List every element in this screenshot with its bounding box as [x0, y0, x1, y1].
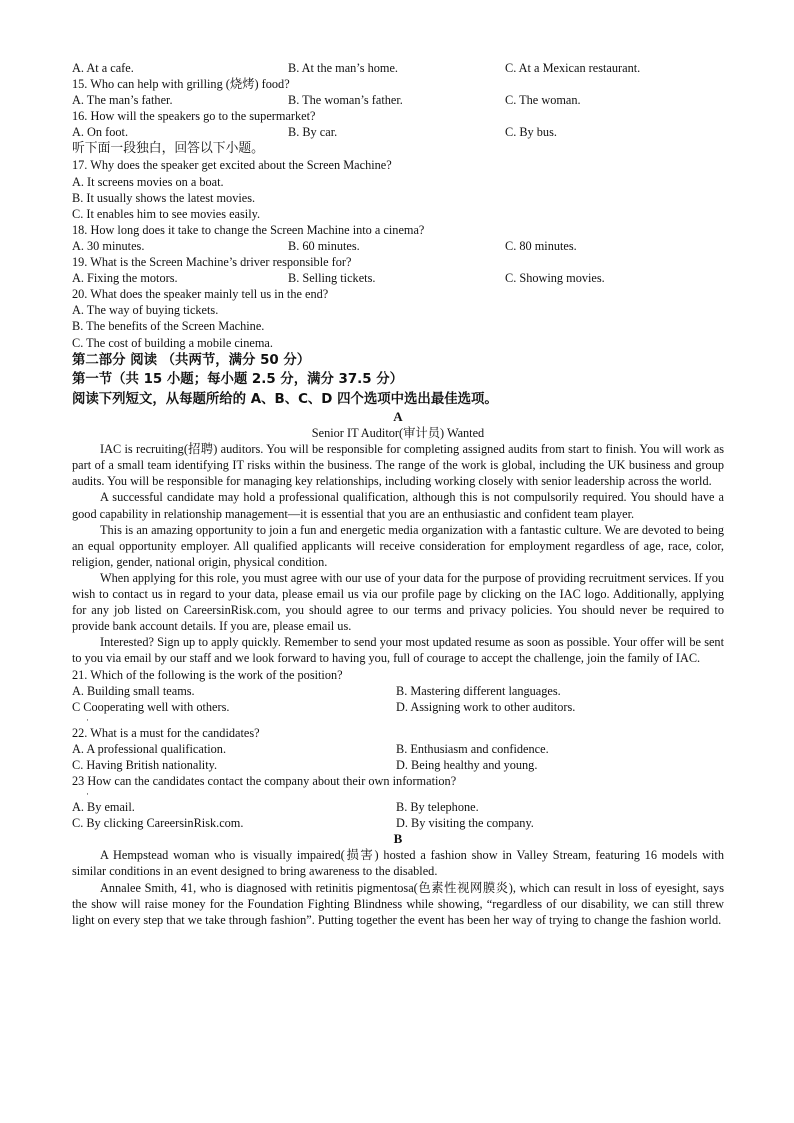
- stray-mark: ·: [86, 789, 89, 800]
- option-c: C. At a Mexican restaurant.: [505, 61, 641, 75]
- part-title: 第二部分 阅读 （共两节，满分 50 分）: [72, 352, 311, 368]
- option-c: C. The woman.: [505, 93, 581, 108]
- q15-options: [72, 92, 724, 108]
- option-a: A. The man’s father.: [72, 93, 173, 108]
- option-c: C. It enables him to see movies easily.: [72, 206, 261, 221]
- option-d: D. Assigning work to other auditors.: [396, 699, 576, 714]
- q14-options: [72, 60, 724, 76]
- option-b: B. 60 minutes.: [288, 238, 360, 253]
- option-c: C. The cost of building a mobile cinema.: [72, 335, 273, 350]
- option-b: B. By telephone.: [396, 800, 479, 815]
- option-c: C. Having British nationality.: [72, 757, 218, 772]
- passage-b-paragraph: Annalee Smith, 41, who is diagnosed with retinitis pigmentosa(色素性视网膜炎), which can result in loss of eyesight, says the show will raise money for the Foundation Fighting Blindness while showing, “regardless of our disability, we can still threw light on every step that we take through fashion”. Putting together the event has been her way of trying to change the fashion world.: [72, 880, 724, 927]
- option-a: A. Building small teams.: [72, 683, 195, 698]
- passage-b-letter: B: [393, 831, 403, 847]
- option-a: A. It screens movies on a boat.: [72, 174, 224, 189]
- option-c: C. Showing movies.: [505, 271, 605, 286]
- passage-a-paragraph: IAC is recruiting(招聘) auditors. You will be responsible for completing assigned audits from start to finish. You will work as part of a small team identifying IT risks within the business. The range of the work is global, including the UK business and group audits. You will be responsible for managing key relationships, including working closely with senior leadership across the world.: [72, 442, 724, 489]
- question-19: 19. What is the Screen Machine’s driver responsible for?: [72, 255, 352, 270]
- q16-options: [72, 124, 724, 140]
- option-a: A. On foot.: [72, 125, 129, 140]
- option-c: C. By bus.: [505, 125, 557, 140]
- q18-options: [72, 238, 724, 254]
- stray-mark: ·: [86, 714, 89, 725]
- passage-a-paragraph: Interested? Sign up to apply quickly. Remember to send your most updated resume as soon as possible. Your offer will be sent to you via email by our staff and we look forward to having you, full of courage to accept the challenge, join the family of IAC.: [72, 635, 724, 666]
- passage-a-paragraph: When applying for this role, you must agree with our use of your data for the purpose of providing recruitment services. If you wish to contact us in regard to your data, please email us via our profile page by clicking on the IAC logo. Additionally, applying for any job listed on CareersinRisk.com, you should agree to our terms and privacy policies. You should never be required to provide bank account details. If you are, please email us.: [72, 570, 724, 634]
- q22-options-row2: [72, 757, 724, 773]
- question-15: 15. Who can help with grilling (烧烤) food?: [72, 77, 290, 92]
- option-b: B. It usually shows the latest movies.: [72, 190, 256, 205]
- q21-options-row2: [72, 699, 724, 715]
- exam-page: [72, 60, 724, 928]
- option-c: C. 80 minutes.: [505, 238, 577, 253]
- option-a: A. A professional qualification.: [72, 741, 227, 756]
- option-b: B. At the man’s home.: [288, 61, 398, 75]
- question-20: 20. What does the speaker mainly tell us in the end?: [72, 287, 329, 302]
- question-16: 16. How will the speakers go to the supermarket?: [72, 109, 316, 124]
- question-18: 18. How long does it take to change the Screen Machine into a cinema?: [72, 222, 425, 237]
- reading-instruction: 阅读下列短文，从每题所给的 A、B、C、D 四个选项中选出最佳选项。: [72, 391, 498, 407]
- option-b: B. Enthusiasm and confidence.: [396, 741, 549, 756]
- passage-b-paragraph: A Hempstead woman who is visually impaired(损害) hosted a fashion show in Valley Stream, featuring 16 models with similar conditions in an event designed to bring awareness to the disabled.: [72, 848, 724, 879]
- option-a: A. The way of buying tickets.: [72, 303, 219, 318]
- question-22: 22. What is a must for the candidates?: [72, 725, 260, 740]
- passage-a-paragraph: This is an amazing opportunity to join a fun and energetic media organization with a fantastic culture. We are devoted to being an equal opportunity employer. All qualified applicants will receive consideration for employment regardless of age, race, color, religion, gender, national origin, physical condition.: [72, 522, 724, 569]
- q19-options: [72, 270, 724, 286]
- section-title: 第一节（共 15 小题；每小题 2.5 分，满分 37.5 分）: [72, 372, 404, 388]
- q23-options-row1: [72, 799, 724, 815]
- monologue-instruction: 听下面一段独白，回答以下小题。: [72, 141, 264, 157]
- q22-options-row1: [72, 741, 724, 757]
- passage-a-paragraph: A successful candidate may hold a professional qualification, although this is not compulsorily required. You should have a good capability in relationship management—it is essential that you are an enthusiastic and confident team player.: [72, 490, 724, 521]
- option-d: D. By visiting the company.: [396, 816, 534, 831]
- option-a: A. By email.: [72, 800, 135, 815]
- q23-options-row2: [72, 815, 724, 831]
- question-23: 23 How can the candidates contact the company about their own information?: [72, 774, 457, 789]
- option-d: D. Being healthy and young.: [396, 757, 538, 772]
- option-b: B. The benefits of the Screen Machine.: [72, 319, 265, 334]
- option-c: C. By clicking CareersinRisk.com.: [72, 816, 244, 831]
- question-17: 17. Why does the speaker get excited about the Screen Machine?: [72, 158, 392, 173]
- option-b: B. Mastering different languages.: [396, 683, 561, 698]
- option-b: B. By car.: [288, 125, 338, 140]
- passage-a-title: Senior IT Auditor(审计员) Wanted: [311, 426, 485, 441]
- option-a: A. At a cafe.: [72, 61, 134, 75]
- question-21: 21. Which of the following is the work of the position?: [72, 667, 343, 682]
- passage-a-letter: A: [393, 409, 403, 425]
- option-a: A. Fixing the motors.: [72, 271, 178, 286]
- option-a: A. 30 minutes.: [72, 238, 145, 253]
- q21-options-row1: [72, 683, 724, 699]
- option-c: C Cooperating well with others.: [72, 699, 230, 714]
- option-b: B. The woman’s father.: [288, 93, 403, 108]
- option-b: B. Selling tickets.: [288, 271, 376, 286]
